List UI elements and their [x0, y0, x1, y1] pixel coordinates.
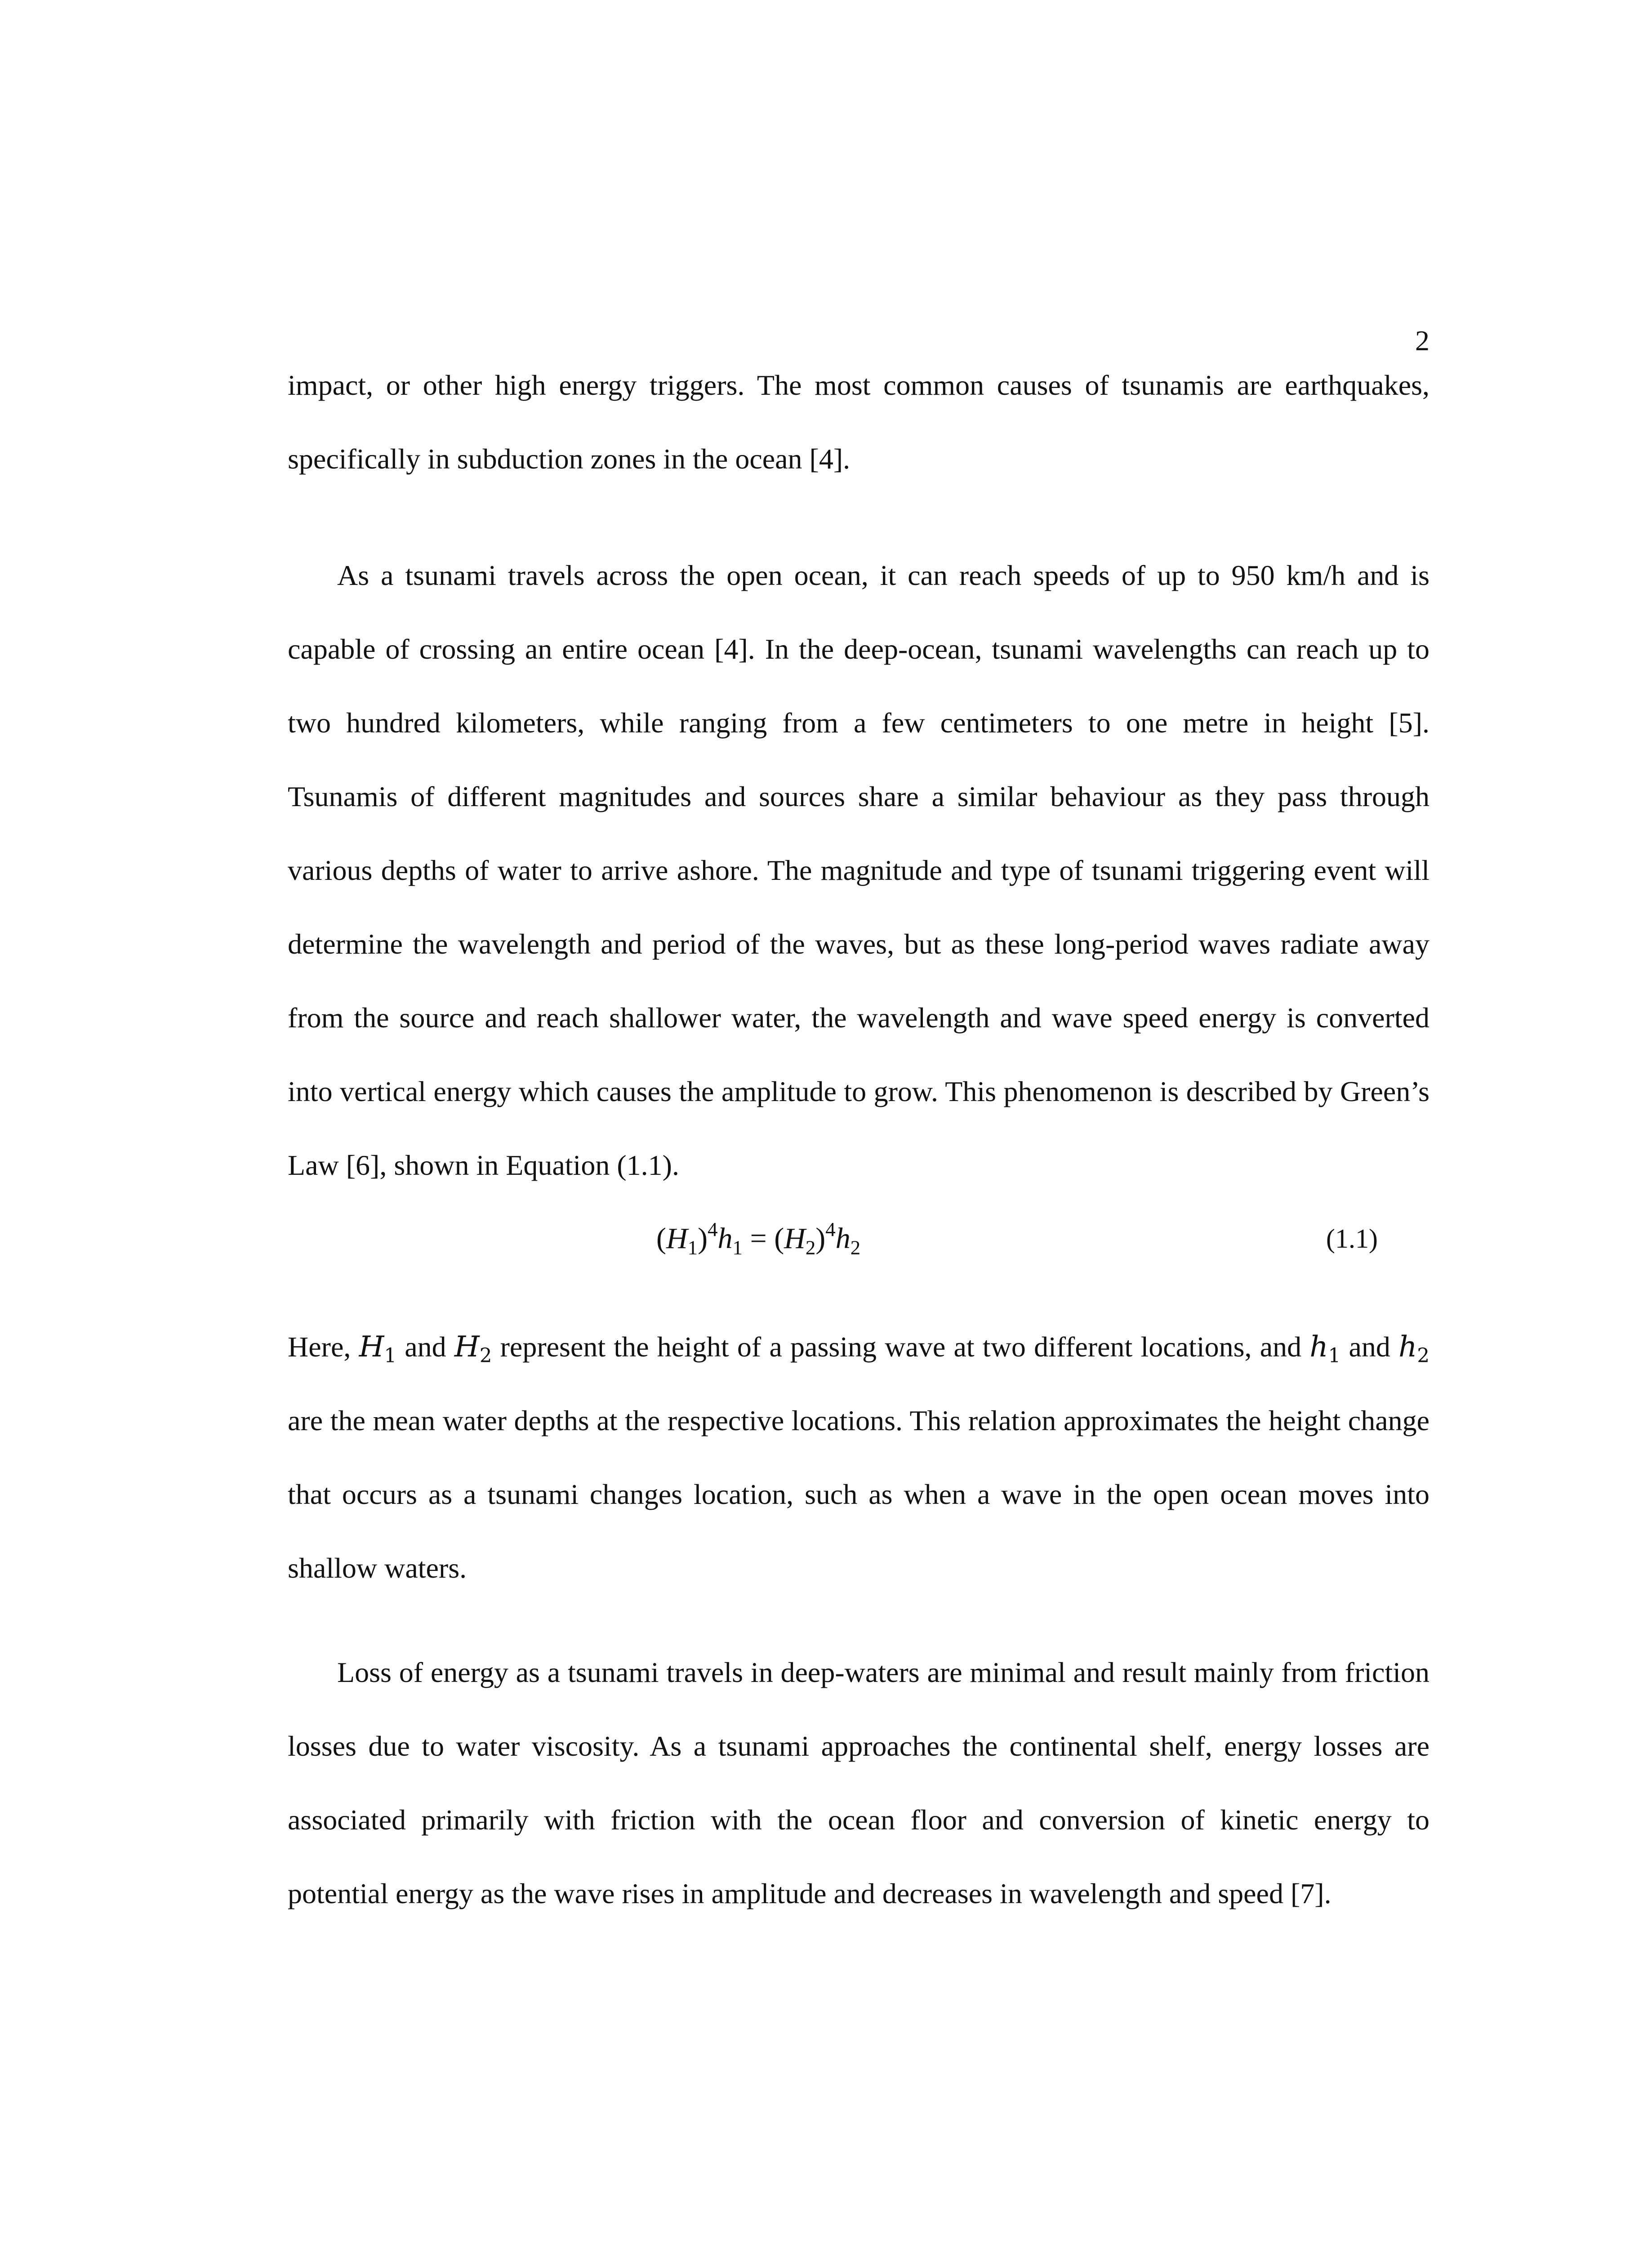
symbol-h2: $h_2$	[1398, 1330, 1430, 1368]
page-number: 2	[1415, 325, 1429, 357]
symbol-h1: $h_1$	[1309, 1330, 1341, 1368]
equation-greens-law: $(H_1)^4h_1 = (H_2)^4h_2$	[656, 1218, 861, 1259]
symbol-H2: $H_2$	[454, 1330, 492, 1368]
paragraph-1: impact, or other high energy triggers. The most common causes of tsunamis are earthquakes, specifically in subduction zones in the ocean [4].	[288, 369, 1429, 475]
paragraph-2: As a tsunami travels across the open ocean, it can reach speeds of up to 950 km/h and is capable of crossing an entire ocean [4]. In the deep-ocean, tsunami wavelengths can reach up to two hundred kilometers, while ranging from a few centimeters to one metre in height [5]. Tsunamis of different magnitudes and sources share a similar behaviour as they pass through various depths of water to arrive ashore. The magnitude and type of tsunami triggering event will determine the wavelength and period of the waves, but as these long-period waves radiate away from the source and reach shallower water, the wavelength and wave speed energy is converted into vertical energy which causes the amplitude to grow. This phenomenon is described by Green’s Law [6], shown in Equation (1.1).	[288, 559, 1429, 1181]
equation-number: (1.1)	[1326, 1224, 1378, 1253]
paragraph-3: Here, $H_1$ and $H_2$ represent the height of a passing wave at two different locations, and $h_1$ and $h_2$ are the mean water depths at the respective locations. This relation approximates the height change that occurs as a tsunami changes location, such as when a wave in the open ocean moves into shallow waters.	[288, 1330, 1430, 1584]
paragraph-4: Loss of energy as a tsunami travels in deep-waters are minimal and result mainly from friction losses due to water viscosity. As a tsunami approaches the continental shelf, energy losses are associated primarily with friction with the ocean floor and conversion of kinetic energy to potential energy as the wave rises in amplitude and decreases in wavelength and speed [7].	[288, 1656, 1429, 1909]
symbol-H1: $H_1$	[359, 1330, 397, 1368]
